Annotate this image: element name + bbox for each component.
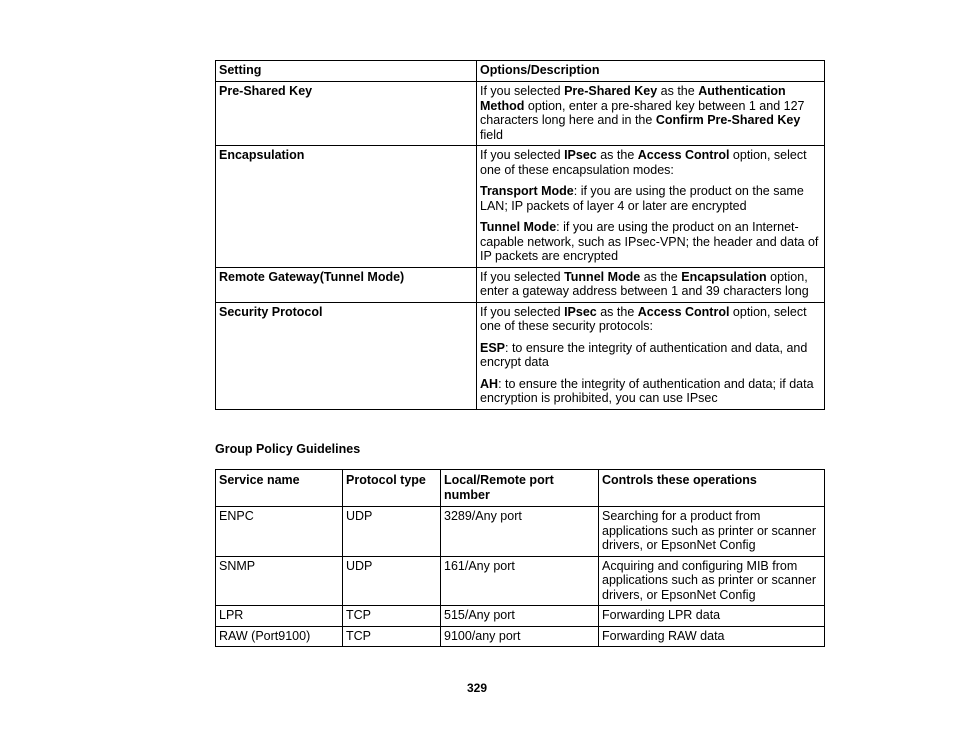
policy-header-operations: Controls these operations	[599, 470, 825, 507]
protocol-type-cell: UDP	[343, 556, 441, 606]
group-policy-table	[215, 469, 825, 647]
policy-header-port: Local/Remote port number	[441, 470, 599, 507]
policy-body	[216, 507, 825, 647]
section-heading: Group Policy Guidelines	[215, 442, 361, 456]
policy-row	[216, 556, 825, 606]
description-text: : to ensure the integrity of authentication and data, and encrypt data	[480, 340, 808, 369]
description-text: as the	[596, 304, 638, 319]
settings-header-row	[216, 61, 825, 82]
policy-header-row	[216, 470, 825, 507]
bold-term: Tunnel Mode	[480, 220, 557, 234]
policy-row	[216, 626, 825, 647]
policy-header-protocol: Protocol type	[343, 470, 441, 507]
description-text: option, enter a gateway address between 1 and 39 characters long	[480, 269, 809, 298]
setting-name: Security Protocol	[216, 302, 477, 409]
description-text: If you selected	[480, 84, 565, 98]
description-text: : to ensure the integrity of authentication and data; if data encryption is prohibited, you can use IPsec	[480, 376, 814, 405]
port-number-cell: 161/Any port	[441, 556, 599, 606]
policy-header-service: Service name	[216, 470, 343, 507]
description-paragraph	[480, 220, 821, 264]
description-text: If you selected	[480, 304, 565, 319]
bold-term: Authentication Method	[480, 84, 786, 113]
port-number-cell: 515/Any port	[441, 606, 599, 627]
description-text: option, enter a pre-shared key between 1 and 127 characters long here and in the	[480, 98, 805, 127]
description-paragraph	[480, 270, 821, 299]
setting-description	[477, 302, 825, 409]
bold-term: Pre-Shared Key	[564, 84, 658, 98]
description-text: option, select one of these security protocols:	[480, 304, 807, 333]
description-text: as the	[657, 84, 699, 98]
description-text: : if you are using the product on an Internet-capable network, such as IPsec-VPN; the header and data of IP packets are encrypted	[480, 220, 819, 263]
operations-cell: Forwarding LPR data	[599, 606, 825, 627]
page-number: 329	[466, 681, 488, 695]
description-text: If you selected	[480, 148, 565, 162]
description-paragraph	[480, 184, 821, 213]
description-paragraph	[480, 305, 821, 334]
operations-cell: Searching for a product from applications such as printer or scanner drivers, or EpsonNet Config	[599, 507, 825, 557]
description-text: If you selected	[480, 269, 565, 284]
settings-table	[215, 60, 825, 410]
setting-description	[477, 146, 825, 268]
bold-term: IPsec	[564, 148, 597, 162]
description-text: as the	[596, 148, 638, 162]
description-paragraph	[480, 84, 821, 142]
description-paragraph	[480, 148, 821, 177]
setting-name: Encapsulation	[216, 146, 477, 268]
service-name-cell: ENPC	[216, 507, 343, 557]
policy-row	[216, 507, 825, 557]
bold-term: Confirm Pre-Shared Key	[655, 113, 801, 127]
description-paragraph	[480, 341, 821, 370]
setting-name: Remote Gateway(Tunnel Mode)	[216, 267, 477, 302]
bold-term: AH	[480, 376, 499, 391]
settings-row	[216, 302, 825, 409]
settings-row	[216, 82, 825, 146]
port-number-cell: 3289/Any port	[441, 507, 599, 557]
service-name-cell: RAW (Port9100)	[216, 626, 343, 647]
protocol-type-cell: TCP	[343, 626, 441, 647]
description-text: as the	[640, 269, 682, 284]
protocol-type-cell: UDP	[343, 507, 441, 557]
description-paragraph	[480, 377, 821, 406]
policy-row	[216, 606, 825, 627]
bold-term: Access Control	[637, 148, 730, 162]
setting-description	[477, 267, 825, 302]
settings-header-setting: Setting	[216, 61, 477, 82]
operations-cell: Forwarding RAW data	[599, 626, 825, 647]
protocol-type-cell: TCP	[343, 606, 441, 627]
bold-term: ESP	[480, 340, 506, 355]
bold-term: Transport Mode	[480, 184, 574, 198]
description-text: option, select one of these encapsulation modes:	[480, 148, 807, 177]
bold-term: Encapsulation	[681, 269, 767, 284]
settings-row	[216, 267, 825, 302]
port-number-cell: 9100/any port	[441, 626, 599, 647]
settings-row	[216, 146, 825, 268]
bold-term: IPsec	[564, 304, 597, 319]
bold-term: Tunnel Mode	[564, 269, 641, 284]
bold-term: Access Control	[637, 304, 730, 319]
service-name-cell: SNMP	[216, 556, 343, 606]
description-text: : if you are using the product on the same LAN; IP packets of layer 4 or later are encrypted	[480, 184, 804, 213]
operations-cell: Acquiring and configuring MIB from applications such as printer or scanner drivers, or EpsonNet Config	[599, 556, 825, 606]
description-text: field	[480, 127, 503, 142]
service-name-cell: LPR	[216, 606, 343, 627]
settings-body	[216, 82, 825, 410]
setting-description	[477, 82, 825, 146]
settings-header-options: Options/Description	[477, 61, 825, 82]
setting-name: Pre-Shared Key	[216, 82, 477, 146]
